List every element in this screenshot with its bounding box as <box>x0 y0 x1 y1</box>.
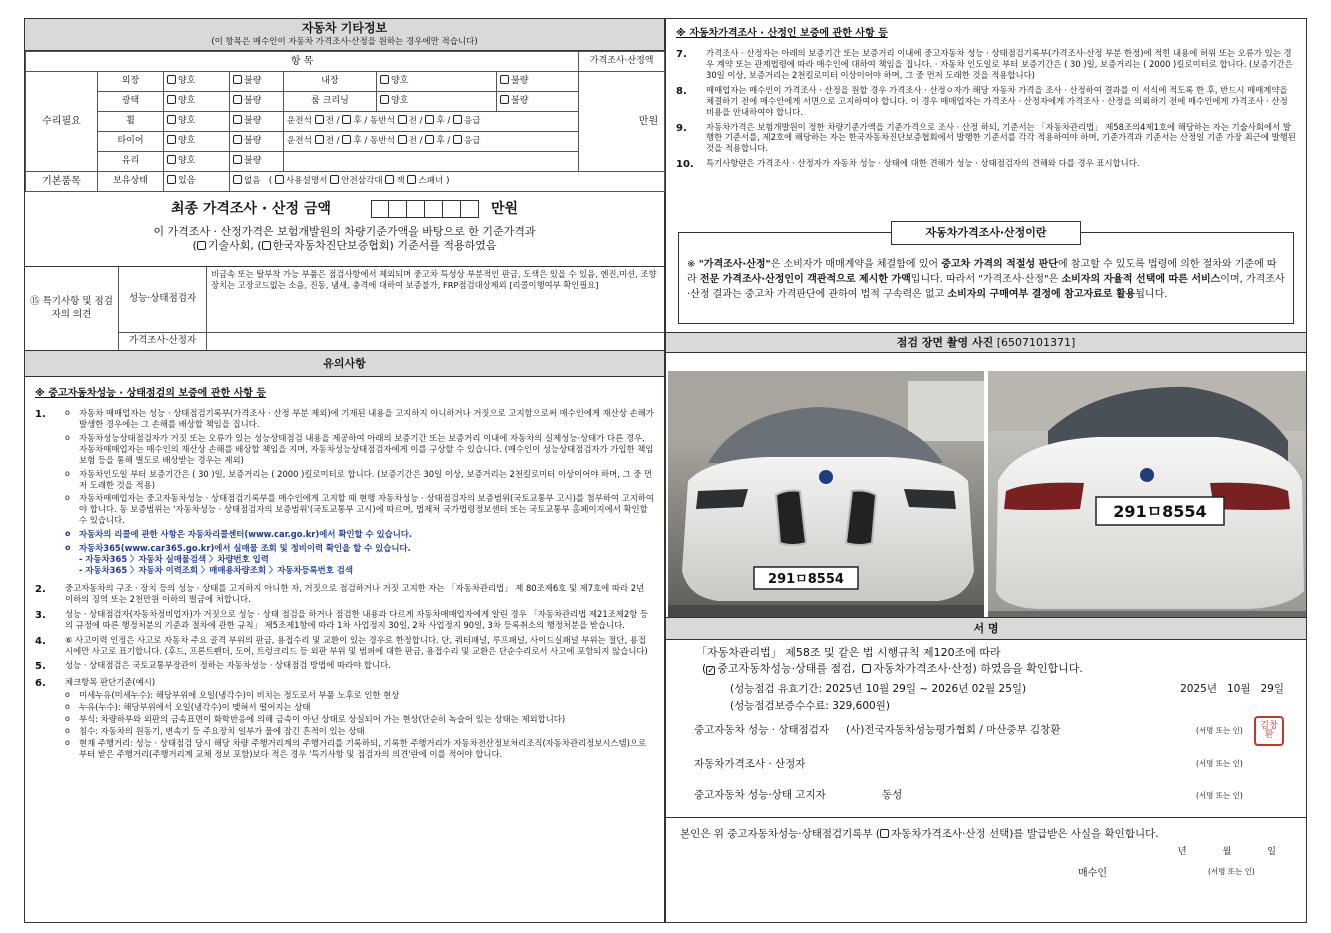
glass-empty <box>284 152 665 172</box>
wheel-positions: 운전석 전 / 후 / 동반석 전 / 후 / 응급 <box>284 112 665 132</box>
issue-year: 년 <box>1177 847 1187 858</box>
note-number: 8. <box>676 85 687 97</box>
note-6: 6. 체크항목 판단기준(예시) o 미세누유(미세누수): 해당부위에 오일(냉각수)이 비치는 정도로서 부품 노후로 인한 현상 o 누유(누수): 해당부위에서 오일(냉각수)이 맺혀서 떨어지는 상태 o 부식: 차량하부와 외판의 금속표면이 화학반응에 의해 금속이 아닌 상태로 상실되어 가는 현상(단순히 녹슬어 있는 상태는 제외합니다) o 침수: 자동차의 원동기, 변속기 등 주요장치 일부가 물에 잠긴 흔적이 있는 상태 o 현재 주행거리: 성능 · 상태점검 당시 해당 차량 주행거리계의 주행거리를 기록하되, 기록한 주행거리가 자동차전산정보처리조직(자동차관리정보시스템)으로부터 받은 주행거리(주행거리계 교체 정보 포함)보다 적은 경우 '특기사항 및 점검자의 의견'란에 이를 적어야 합니다. <box>35 677 654 760</box>
issue-day: 일 <box>1267 847 1276 858</box>
basis-b: 한국자동차진단보증협회) 기준서를 적용하였음 <box>272 239 497 253</box>
appraiser-opinion <box>207 333 664 350</box>
final-price-block <box>25 192 664 267</box>
opt-label: 사용설명서 <box>285 176 328 187</box>
note-6e: 현재 주행거리: 성능 · 상태점검 당시 해당 차량 주행거리계의 주행거리를 기록하되, 기록한 주행거리가 자동차전산정보처리조직(자동차관리정보시스템)으로부터 받은 주행거리(주행거리계 교체 정보 포함)보다 적은 경우 '특기사항 및 점검자의 의견'란에 이를 적어야 합니다. <box>79 738 647 759</box>
inspector-opinion: 비금속 또는 탈부착 가능 부품은 점검사항에서 제외되며 중고차 특성상 부분적인 판금, 도색은 있을 수 있음, 엔진,미션, 조향장치는 고장코드없는 소음, 진동, 냄새, 충격에 대하여 보증불가, FRP점검대상제외 [리콜이행여부 확인필요] <box>211 269 657 290</box>
inspector-seal <box>1254 716 1284 746</box>
law-line2: (✓ 중고자동차성능·상태를 점검, 자동차가격조사·산정) 하였음을 확인합니다. <box>666 660 1306 676</box>
final-price-boxes[interactable] <box>371 200 479 218</box>
wheel-driver-front-checkbox[interactable] <box>315 115 324 124</box>
sign-header: 서 명 <box>666 618 1306 640</box>
validity-period: (성능점검 유효기간: 2025년 10월 29일 ~ 2026년 02월 25일) <box>730 682 1027 695</box>
note-number: 3. <box>35 609 46 621</box>
note-5 <box>35 660 654 673</box>
note-number: 4. <box>35 635 46 647</box>
row-room-clean: 룸 크리닝 <box>284 92 377 112</box>
final-price-unit: 만원 <box>491 201 519 217</box>
note-number: 7. <box>676 49 687 60</box>
note-1b: 자동차성능상태점검자가 거짓 또는 오류가 있는 성능상태점검 내용을 제공하여 아래의 보증기간 또는 보증거리 이내에 자동차의 실제성능·상태가 다른 경우, 자동차매매업자는 매수인의 재산상 손해를 배상할 책임을 지며, 자동차성능상태점검자에게 이를 구상할 수 있습니다. (매수인이 성능상태점검자가 가입한 책임보험 등을 통해 별도로 배상받는 경우는 제외) <box>79 432 654 465</box>
note-1f: 자동차365(www.car365.go.kr)에서 실매물 조회 및 정비이력 확인을 할 수 있습니다. <box>79 543 411 554</box>
wheel-driver-rear-checkbox[interactable] <box>342 115 351 124</box>
note-10-text: 특기사항란은 가격조사 · 산정자가 자동차 성능 · 상태에 대한 견해가 성능 · 상태점검자의 견해와 다를 경우 표시합니다. <box>706 158 1140 169</box>
inspection-photo-rear <box>988 371 1306 617</box>
note-number: 6. <box>35 678 46 690</box>
opt-label: 양호 <box>178 76 196 87</box>
inspector-row-label: 중고자동차 성능 · 상태점검자 <box>694 723 830 736</box>
row-gloss: 광택 <box>98 92 164 112</box>
note-7 <box>676 48 1296 81</box>
sign-or-label: (서명 또는 인) <box>1196 759 1243 769</box>
photo-title: 점검 장면 촬영 사진 <box>896 336 994 349</box>
opt-label: 안전삼각대 <box>341 176 383 187</box>
triangle-checkbox[interactable] <box>330 175 339 184</box>
def-p5: 전문 가격조사·산정인이 객관적으로 제시한 가액 <box>699 274 911 285</box>
note-4-text: ⑥ 사고이력 인정은 사고로 자동차 주요 골격 부위의 판금, 용접수리 및 교환이 있는 경우로 한정합니다. 단, 쿼터패널, 루프패널, 사이드실패널 부위는 절단, 용접 시에만 사고로 표기합니다. (후드, 프론트펜더, 도어, 트렁크리드 등 외판 부위 및 범퍼에 대한 판금, 용접수리 및 교환은 단순수리로서 사고에 포함되지 않습니다) <box>65 634 648 656</box>
note-6-title: 체크항목 판단기준(예시) <box>65 677 156 688</box>
opt-label: 불량 <box>244 116 262 127</box>
left-panel <box>24 18 665 923</box>
exterior-good-checkbox[interactable] <box>167 75 176 84</box>
note-5-text: 성능 · 상태점검은 국토교통부장관이 정하는 자동차성능 · 상태점검 방법에 따라야 합니다. <box>65 660 391 671</box>
note-1a: 자동차 매매업자는 성능 · 상태점검기록부(가격조사 · 산정 부분 제외)에 기재된 내용을 고지하지 아니하거나 거짓으로 고지함으로써 매수인에게 재산상 손해가 발생한 경우에는 그 손해를 배상할 책임을 집니다. <box>79 408 654 429</box>
opt-label: 양호 <box>178 136 196 147</box>
final-price-title: 최종 가격조사 · 산정 금액 <box>170 201 331 217</box>
car-rear-image <box>988 371 1306 617</box>
pos-label: 전 <box>408 136 417 147</box>
sign-or-label: (서명 또는 인) <box>1196 725 1243 735</box>
pos-label: 후 <box>436 136 445 147</box>
right-panel <box>665 18 1307 923</box>
note-1h: - 자동차365 〉자동차 이력조회 〉매매용차량조회 〉자동차등록번호 검색 <box>79 564 353 575</box>
sign-or-label: (서명 또는 인) <box>1196 791 1243 801</box>
def-p8: 이며, 가격조사·산정 결과는 중고차 가격판단에 관하여 법적 구속력은 없고 <box>687 274 1285 300</box>
pos-label: 응급 <box>463 116 481 127</box>
opt-label: 양호 <box>391 96 409 107</box>
row-own-state: 보유상태 <box>98 172 164 192</box>
sign-section <box>666 617 1306 880</box>
note-number: 5. <box>35 661 46 673</box>
front-plate-text: 291ㅁ8554 <box>768 572 844 587</box>
opt-label: 스패너 <box>418 176 444 187</box>
note-10 <box>676 158 1296 171</box>
item-header: 항 목 <box>26 52 579 72</box>
seal-text: 김창환 <box>1260 720 1278 740</box>
appraisal-definition-box <box>678 226 1294 324</box>
row-wheel: 휠 <box>98 112 164 132</box>
appraisal-section-title: ※ 자동차가격조사 · 산정인 보증에 관한 사항 등 <box>676 28 888 39</box>
performance-check-checkbox[interactable] <box>706 666 715 675</box>
caution-body <box>25 377 664 761</box>
note-1c: 자동차인도일 부터 보증기간은 ( 30 )일, 보증거리는 ( 2000 )킬로미터로 합니다. (보증기간은 30일 이상, 보증거리는 2천킬로미터 이상이어야 하며, 그 중 먼저 도래한 것을 적용) <box>79 468 653 490</box>
buyer-label: 매수인 <box>1078 868 1107 880</box>
passenger-label: 동반석 <box>369 116 395 127</box>
other-info-header <box>25 19 664 51</box>
opt-label: 양호 <box>178 96 196 107</box>
special-block <box>25 267 664 351</box>
note-1d: 자동차매매업자는 중고자동차성능 · 상태점검기록부를 매수인에게 고지할 때 현행 자동차성능 · 상태점검자의 보증범위(국토교통부 고시)를 첨부하여 고지하여야 합니다. 동 보증범위는 '자동차성능 · 상태점검자의 보증범위'(국토교통부 고시)에 따르며, 법제처 국가법령정보센터 또는 국토교통부 홈페이지에서 확인할 수 있습니다. <box>79 493 654 526</box>
other-info-title: 자동차 기타정보 <box>301 21 388 35</box>
law-line: 「자동차관리법」 제58조 및 같은 법 시행규칙 제120조에 따라 <box>696 646 1001 659</box>
note-4 <box>35 635 654 657</box>
def-p3: 중고차 가격의 적절성 판단 <box>941 259 1058 270</box>
def-p4: 에 참고할 수 있도록 법령에 의한 절차와 기준에 따라 <box>687 259 1277 285</box>
law-a: 중고자동차성능·상태를 점검, <box>717 662 856 676</box>
spanner-checkbox[interactable] <box>407 175 416 184</box>
basis-line1: 이 가격조사 · 산정가격은 보험개발원의 차량기준가액을 바탕으로 한 기준가격과 <box>153 225 536 239</box>
issue-month: 월 <box>1222 847 1232 858</box>
tire-pass-rear-checkbox[interactable] <box>425 135 434 144</box>
tire-pass-front-checkbox[interactable] <box>398 135 407 144</box>
room-bad-checkbox[interactable] <box>500 95 509 104</box>
wheel-pass-rear-checkbox[interactable] <box>425 115 434 124</box>
opt-label: 불량 <box>511 96 529 107</box>
note-9 <box>676 122 1296 155</box>
note-8-text: 매매업자는 매수인이 가격조사 · 산정을 원할 경우 가격조사 · 산정ㅇ자가 해당 자동차 가격을 조사 · 산정하여 결과를 이 서식에 적도록 한 후, 반드시 매매계약을 체결하기 전에 매수인에게 서면으로 고지하여야 합니다. 이 경우 매매업자는 가격조사 · 산정자에게 가격조사 · 산정을 의뢰하기 전에 매수인에게 가격조사 · 산정 비용을 안내하여야 합니다. <box>706 84 1288 117</box>
glass-bad-checkbox[interactable] <box>233 155 242 164</box>
opt-label: 불량 <box>244 76 262 87</box>
appraisal-checkbox[interactable] <box>862 664 871 673</box>
special-label: ⑮ 특기사항 및 점검자의 의견 <box>25 267 119 350</box>
pos-label: 전 <box>408 116 417 127</box>
wheel-pass-front-checkbox[interactable] <box>398 115 407 124</box>
notifier-row-label: 중고자동차 성능·상태 고지자 <box>694 789 826 802</box>
notifier-name: 동성 <box>882 789 903 802</box>
pos-label: 후 <box>353 116 362 127</box>
photo-id: [6507101371] <box>996 336 1076 349</box>
row-exterior: 외장 <box>98 72 164 92</box>
def-p2: 은 소비자가 매매계약을 체결함에 있어 <box>770 259 942 270</box>
def-p10: 됩니다. <box>1135 289 1168 300</box>
notifier-sign-row <box>666 771 1306 803</box>
none-checkbox[interactable] <box>233 175 242 184</box>
note-2-text: 중고자동차의 구조 · 장치 등의 성능 · 상태를 고지하지 아니한 자, 거짓으로 점검하거나 거짓 고지한 자는 「자동차관리법」 제 80조제6호 및 제7호에 따라 2년 이하의 징역 또는 2천만원 이하의 벌금에 처합니다. <box>65 582 645 604</box>
opt-label: 없음 <box>244 176 261 187</box>
have-checkbox[interactable] <box>167 175 176 184</box>
note-3-text: 성능 · 상태점검자(자동차정비업자)가 거짓으로 성능 · 상태 점검을 하거나 점검한 내용과 다르게 자동차매매업자에게 알린 경우 「자동차관리법 제21조제2항 등의 규정에 따른 행정처분의 기준과 절차에 관한 규칙」 제5조제1항에 따라 1차 사업정지 30일, 2차 사업정지 90일, 3차 등록취소의 행정처분을 받습니다. <box>65 608 649 630</box>
passenger-label: 동반석 <box>369 136 395 147</box>
opt-label: 불량 <box>244 156 262 167</box>
pos-label: 후 <box>436 116 445 127</box>
basic-items: 없음 ( 사용설명서 안전삼각대 잭 스패너 ) <box>230 172 665 192</box>
wheel-emergency-checkbox[interactable] <box>453 115 462 124</box>
sign-or-label: (서명 또는 인) <box>1208 867 1255 877</box>
def-p9: 소비자의 구매여부 결정에 참고자료로 활용 <box>947 289 1136 300</box>
gloss-bad-checkbox[interactable] <box>233 95 242 104</box>
definition-title: 자동차가격조사·산정이란 <box>891 221 1081 245</box>
gloss-good-checkbox[interactable] <box>167 95 176 104</box>
pos-label: 응급 <box>463 136 481 147</box>
note-6a: 미세누유(미세누수): 해당부위에 오일(냉각수)이 비치는 정도로서 부품 노후로 인한 현상 <box>79 690 400 701</box>
tire-good-checkbox[interactable] <box>167 135 176 144</box>
sign-date: 2025년 10월 29일 <box>1180 682 1284 695</box>
tire-emergency-checkbox[interactable] <box>453 135 462 144</box>
interior-bad-checkbox[interactable] <box>500 75 509 84</box>
kadia-checkbox[interactable] <box>262 241 271 250</box>
repair-table <box>25 51 665 192</box>
inspector-label: 성능·상태점검자 <box>119 267 207 332</box>
note-1: 1. o 자동차 매매업자는 성능 · 상태점검기록부(가격조사 · 산정 부분 제외)에 기재된 내용을 고지하지 아니하거나 거짓으로 고지함으로써 매수인에게 재산상 손해가 발생한 경우에는 그 손해를 배상할 책임을 집니다. o 자동차성능상태점검자가 거짓 또는 오류가 있는 성능상태점검 내용을 제공하여 아래의 보증기간 또는 보증거리 이내에 자동차의 실제성능·상태가 다른 경우, 자동차매매업자는 매수인의 재산상 손해를 배상할 책임을 지며, 자동차성능상태점검자에게 이를 구상할 수 있습니다. (매수인이 성능상태점검자가 가입한 책임보험 등을 통해 별도로 배상받는 경우는 제외) o 자동차인도일 부터 보증기간은 ( 30 )일, 보증거리는 ( 2000 )킬로미터로 합니다. (보증기간은 30일 이상, 보증거리는 2천킬로미터 이상이어야 하며, 그 중 먼저 도래한 것을 적용) o 자동차매매업자는 중고자동차성능 · 상태점검기록부를 매수인에게 고지할 때 현행 자동차성능 · 상태점검자의 보증범위(국토교통부 고시)를 첨부하여 고지하여야 합니다. 동 보증범위는 '자동차성능 · 상태점검자의 보증범위'(국토교통부 고시)에 따르며, 법제처 국가법령정보센터 또는 국토교통부 홈페이지에서 확인할 수 있습니다. o 자동차의 리콜에 관한 사항은 자동차리콜센터(www.car.go.kr)에서 확인할 수 있습니다. o 자동차365(www.car365.go.kr)에서 실매물 조회 및 정비이력 확인을 할 수 있습니다. - 자동차365 〉자동차 실매물검색 〉차량번호 입력 - 자동차365 〉자동차 이력조회 〉매매용차량조회 〉자동차등록번호 검색 <box>35 408 654 579</box>
inspector-name: (사)전국자동차성능평가협회 / 마산중부 김창환 <box>846 723 1061 736</box>
def-p1: "가격조사·산정" <box>698 259 771 270</box>
issue-appraisal-checkbox[interactable] <box>880 829 889 838</box>
manual-checkbox[interactable] <box>275 175 284 184</box>
tire-driver-front-checkbox[interactable] <box>315 135 324 144</box>
note-number: 10. <box>676 159 694 171</box>
row-tire: 타이어 <box>98 132 164 152</box>
note-6c: 부식: 차량하부와 외판의 금속표면이 화학반응에 의해 금속이 아닌 상태로 상실되어 가는 현상(단순히 녹슬어 있는 상태는 제외합니다) <box>79 714 566 725</box>
inspection-photo-front <box>668 371 984 617</box>
appraiser-sign-row <box>666 738 1306 772</box>
pos-label: 후 <box>353 136 362 147</box>
price-unit: 만원 <box>579 72 665 172</box>
opt-label: 있음 <box>178 176 196 187</box>
row-interior: 내장 <box>284 72 377 92</box>
note-9-text: 자동차가격은 보험개발원이 정한 차량기준가액을 기준가격으로 조사 · 산정 하되, 기준서는 「자동차관리법」 제58조의4제1호에 해당하는 자는 기술사회에서 발행한 기준서를, 제2호에 해당하는 자는 한국자동차진단보증협회에서 발행한 기준서를 각각 적용하여야 하며, 기준가격과 기준서는 산정일 기준 가장 최근에 발행된 것을 적용합니다. <box>706 121 1296 154</box>
issue-confirm: 본인은 위 중고자동차성능·상태점검기록부 ( 자동차가격조사·산정 선택)를 발급받은 사실을 확인합니다. <box>666 817 1306 842</box>
opt-label: 양호 <box>391 76 409 87</box>
basic-label: 기본품목 <box>26 172 98 192</box>
issue-b: 자동차가격조사·산정 선택)를 발급받은 사실을 확인합니다. <box>891 827 1159 840</box>
opt-label: 불량 <box>511 76 529 87</box>
definition-mark: ※ <box>687 259 696 270</box>
note-number: 2. <box>35 583 46 595</box>
note-3 <box>35 609 654 631</box>
basis-line2: ( 기술사회, ( 한국자동차진단보증협회) 기준서를 적용하였음 <box>192 239 497 253</box>
opt-label: 양호 <box>178 156 196 167</box>
wheel-bad-checkbox[interactable] <box>233 115 242 124</box>
row-glass: 유리 <box>98 152 164 172</box>
appraisal-guarantee <box>666 19 1306 333</box>
appraiser-row-label: 자동차가격조사 · 산정자 <box>694 757 806 770</box>
pos-label: 전 <box>325 116 334 127</box>
opt-label: 불량 <box>244 136 262 147</box>
def-p7: 소비자의 자율적 선택에 따른 서비스 <box>1061 274 1221 285</box>
def-p6: 입니다. 따라서 "가격조사·산정"은 <box>910 274 1062 285</box>
note-6d: 침수: 자동차의 원동기, 변속기 등 주요장치 일부가 물에 잠긴 흔적이 있는 상태 <box>79 726 365 737</box>
note-8 <box>676 85 1296 118</box>
note-1g: - 자동차365 〉자동차 실매물검색 〉차량번호 입력 <box>79 554 269 565</box>
note-number: 9. <box>676 122 687 134</box>
rear-plate-text: 291ㅁ8554 <box>1113 502 1207 521</box>
jack-checkbox[interactable] <box>385 175 394 184</box>
interior-good-checkbox[interactable] <box>380 75 389 84</box>
photo-header <box>666 333 1306 353</box>
issue-date <box>666 841 1306 859</box>
exterior-bad-checkbox[interactable] <box>233 75 242 84</box>
note-7-text: 가격조사 · 산정자는 아래의 보증기간 또는 보증거리 이내에 중고자동차 성능 · 상태점검기록부(가격조사·산정 부분 한정)에 적힌 내용에 허위 또는 오류가 있는 경우 계약 또는 관계법령에 따라 매수인에 대하여 책임을 집니다. · 자동차 인도일로 부터 보증기간은 ( 30 )일, 보증거리는 ( 2000 )킬로미터로 합니다. (보증기간은 30일 이상, 보증거리는 2천킬로미터 이상이어야 하며, 그 중 먼저 도래한 것을 적용합니다) <box>706 48 1293 80</box>
caution-header: 유의사항 <box>25 351 664 377</box>
room-good-checkbox[interactable] <box>380 95 389 104</box>
tire-bad-checkbox[interactable] <box>233 135 242 144</box>
price-header: 가격조사·산정액 <box>579 52 665 72</box>
repair-label: 수리필요 <box>26 72 98 172</box>
tech-society-checkbox[interactable] <box>197 241 206 250</box>
opt-label: 잭 <box>396 176 405 187</box>
driver-label: 운전석 <box>287 136 312 147</box>
driver-label: 운전석 <box>287 116 312 127</box>
opt-label: 양호 <box>178 116 196 127</box>
law-b: 자동차가격조사·산정) 하였음을 확인합니다. <box>873 662 1083 676</box>
caution-section-title: ※ 중고자동차성능 · 상태점검의 보증에 관한 사항 등 <box>35 388 267 399</box>
other-info-subtitle: (이 항목은 매수인이 자동차 가격조사·산정을 원하는 경우에만 적습니다) <box>211 36 478 47</box>
note-1e: 자동차의 리콜에 관한 사항은 자동차리콜센터(www.car.go.kr)에서 확인할 수 있습니다. <box>79 529 413 540</box>
basis-a: 기술사회, <box>207 239 254 253</box>
note-2 <box>35 583 654 605</box>
issue-a: 본인은 위 중고자동차성능·상태점검기록부 <box>680 827 873 840</box>
glass-good-checkbox[interactable] <box>167 155 176 164</box>
tire-positions: 운전석 전 / 후 / 동반석 전 / 후 / 응급 <box>284 132 665 152</box>
tire-driver-rear-checkbox[interactable] <box>342 135 351 144</box>
buyer-row <box>666 859 1306 880</box>
note-number: 1. <box>35 409 46 420</box>
pos-label: 전 <box>325 136 334 147</box>
guarantee-fee: (성능점검보증수수료: 329,600원) <box>730 700 890 713</box>
wheel-good-checkbox[interactable] <box>167 115 176 124</box>
car-front-image <box>668 371 984 617</box>
inspector-sign-row <box>666 714 1306 738</box>
opt-label: 불량 <box>244 96 262 107</box>
note-6b: 누유(누수): 해당부위에서 오일(냉각수)이 맺혀서 떨어지는 상태 <box>79 702 311 713</box>
appraiser-label: 가격조사·산정자 <box>119 333 207 350</box>
